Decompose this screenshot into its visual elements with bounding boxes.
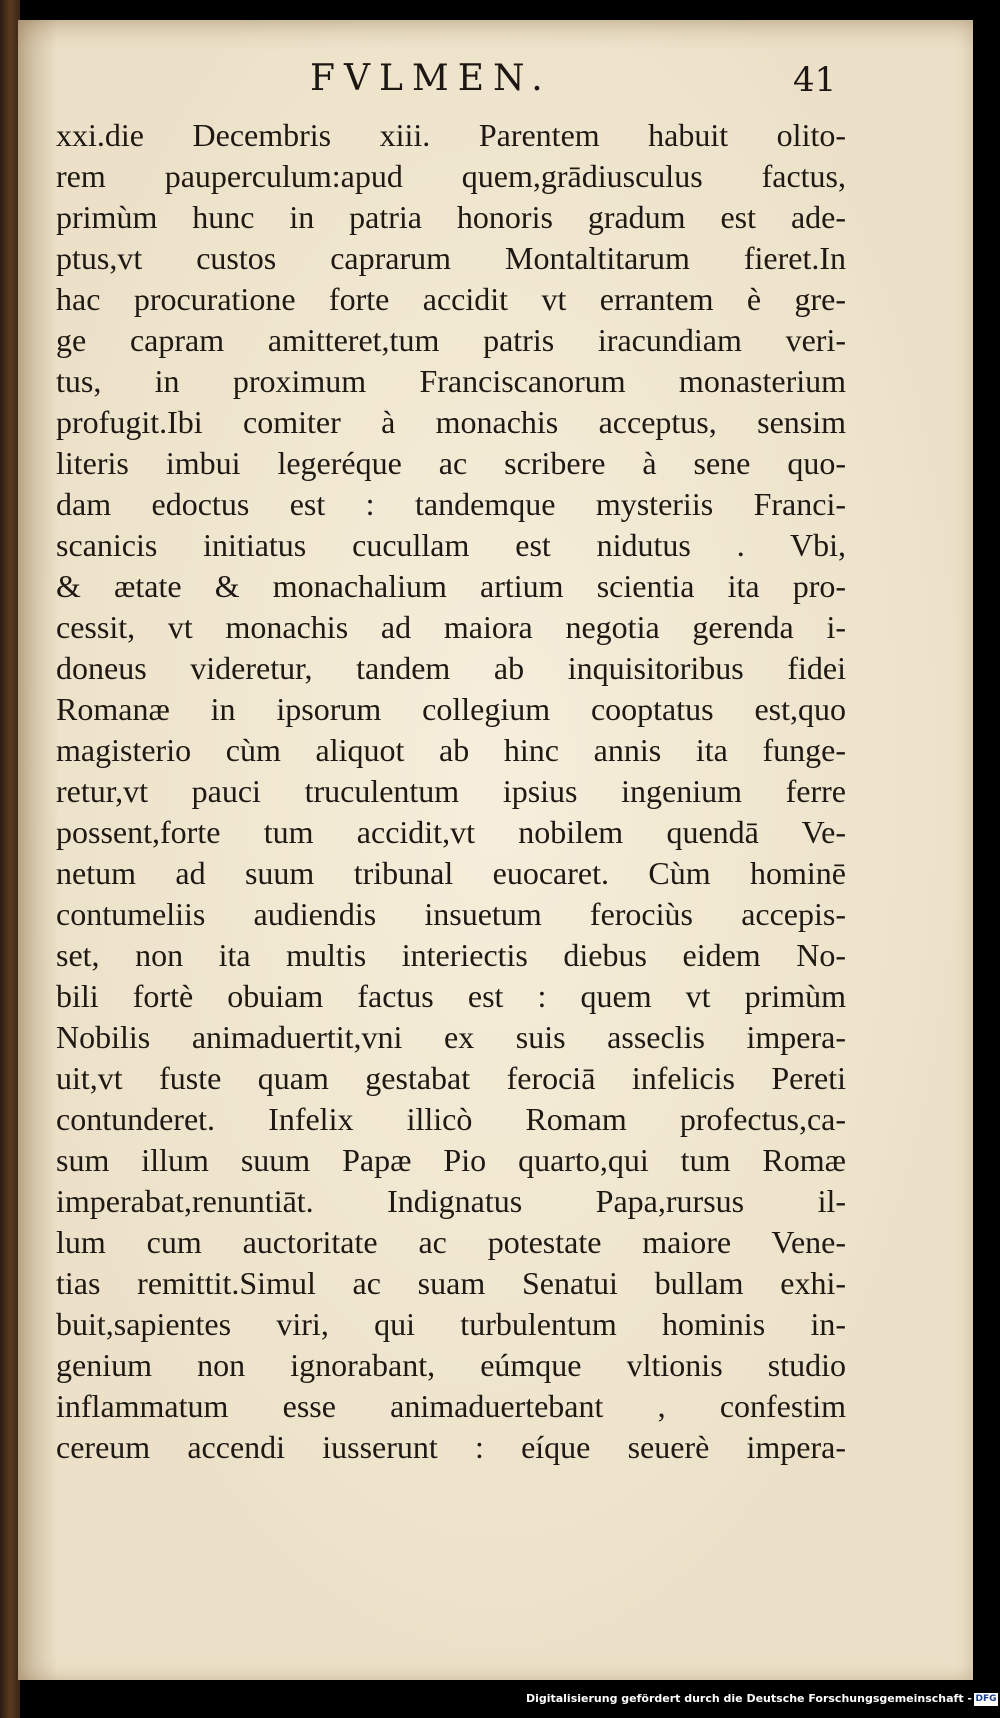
text-line: genium non ignorabant, eúmque vltionis studio (56, 1347, 846, 1383)
text-line: retur,vt pauci truculentum ipsius ingenium ferre (56, 773, 846, 809)
text-line: ptus,vt custos caprarum Montaltitarum fieret.In (56, 240, 846, 276)
text-line: netum ad suum tribunal euocaret. Cùm hominē (56, 855, 846, 891)
text-line: ge capram amitteret,tum patris iracundiam veri- (56, 322, 846, 358)
text-line: doneus videretur, tandem ab inquisitoribus fidei (56, 650, 846, 686)
text-line: contunderet. Infelix illicò Romam profectus,ca- (56, 1101, 846, 1137)
page-header (18, 58, 973, 108)
text-line: sum illum suum Papæ Pio quarto,qui tum Romæ (56, 1142, 846, 1178)
text-line: primùm hunc in patria honoris gradum est ade- (56, 199, 846, 235)
text-line: scanicis initiatus cucullam est nidutus . Vbi, (56, 527, 846, 563)
text-line: hac procuratione forte accidit vt errantem è gre- (56, 281, 846, 317)
text-line: uit,vt fuste quam gestabat ferociā infelicis Pereti (56, 1060, 846, 1096)
running-title: FVLMEN. (310, 58, 552, 99)
text-line: set, non ita multis interiectis diebus eidem No- (56, 937, 846, 973)
digitization-footer (0, 1692, 1000, 1714)
text-line: tias remittit.Simul ac suam Senatui bullam exhi- (56, 1265, 846, 1301)
text-line: tus, in proximum Franciscanorum monasterium (56, 363, 846, 399)
text-line: rem pauperculum:apud quem,grādiusculus factus, (56, 158, 846, 194)
text-line: magisterio cùm aliquot ab hinc annis ita funge- (56, 732, 846, 768)
text-line: xxi.die Decembris xiii. Parentem habuit olito- (56, 117, 846, 153)
funding-credit: Digitalisierung gefördert durch die Deutsche Forschungsgemeinschaft - (525, 1692, 972, 1705)
text-line: imperabat,renuntiāt. Indignatus Papa,rursus il- (56, 1183, 846, 1219)
text-line: possent,forte tum accidit,vt nobilem quendā Ve- (56, 814, 846, 850)
text-line: inflammatum esse animaduertebant , confestim (56, 1388, 846, 1424)
text-line: lum cum auctoritate ac potestate maiore Vene- (56, 1224, 846, 1260)
text-line: Romanæ in ipsorum collegium cooptatus est,quo (56, 691, 846, 727)
text-line: & ætate & monachalium artium scientia ita pro- (56, 568, 846, 604)
body-text (56, 115, 846, 1468)
text-line: Nobilis animaduertit,vni ex suis asseclis impera- (56, 1019, 846, 1055)
text-line: profugit.Ibi comiter à monachis acceptus, sensim (56, 404, 846, 440)
text-line: cessit, vt monachis ad maiora negotia gerenda i- (56, 609, 846, 645)
book-binding-edge (0, 0, 20, 1718)
text-line: bili fortè obuiam factus est : quem vt primùm (56, 978, 846, 1014)
text-line: buit,sapientes viri, qui turbulentum hominis in- (56, 1306, 846, 1342)
page-number: 41 (793, 60, 837, 100)
book-page (18, 20, 973, 1680)
text-line: cereum accendi iusserunt : eíque seuerè impera- (56, 1429, 846, 1465)
text-line: literis imbui legeréque ac scribere à sene quo- (56, 445, 846, 481)
dfg-logo: DFG (975, 1694, 997, 1704)
text-line: contumeliis audiendis insuetum ferociùs accepis- (56, 896, 846, 932)
text-line: dam edoctus est : tandemque mysteriis Franci- (56, 486, 846, 522)
